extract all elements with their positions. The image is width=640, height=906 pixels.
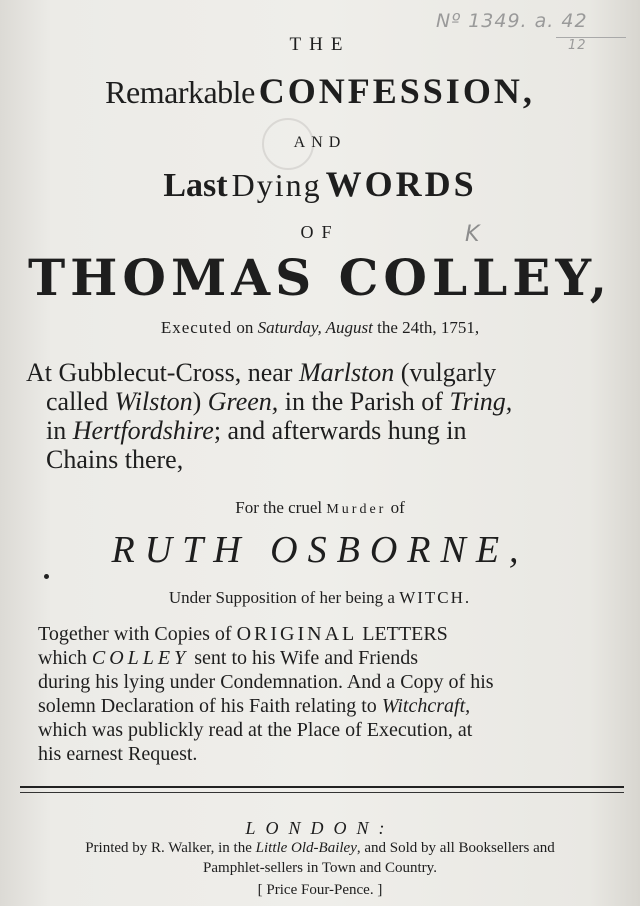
together-line-1: Together with Copies of ORIGINAL LETTERS <box>38 623 448 645</box>
divider-thin <box>20 792 624 793</box>
place-line-4: Chains there, <box>46 445 184 474</box>
title-confession: CONFESSION, <box>258 71 535 111</box>
murder-line: For the cruel Murder of <box>235 498 405 517</box>
imprint-city: LONDON: <box>245 818 395 838</box>
together-line-5: which was publickly read at the Place of Execution, at <box>38 719 473 741</box>
title-and: AND <box>293 134 347 151</box>
ink-dot <box>44 574 49 579</box>
together-line-2: which COLLEY sent to his Wife and Friends <box>38 647 419 669</box>
place-line-2: called Wilston) Green, in the Parish of Tring, <box>46 387 513 416</box>
shelfmark-subnumber: 12 <box>568 38 587 53</box>
place-line-1: At Gubblecut-Cross, near Marlston (vulgarly <box>26 358 497 387</box>
victim-name: RUTH OSBORNE, <box>111 529 529 571</box>
imprint-line-2: Pamphlet-sellers in Town and Country. <box>203 860 437 876</box>
divider-thick <box>20 786 624 788</box>
title-last: Last <box>163 167 228 204</box>
title-last-dying-words <box>0 163 640 205</box>
together-line-3: during his lying under Condemnation. And a Copy of his <box>38 671 494 693</box>
place-line-3: in Hertfordshire; and afterwards hung in <box>46 416 467 445</box>
title-remarkable-confession <box>0 70 640 112</box>
title-the: THE <box>289 34 351 55</box>
together-line-4: solemn Declaration of his Faith relating to Witchcraft, <box>38 695 471 717</box>
handwritten-mark: K <box>465 222 480 247</box>
title-words: WORDS <box>325 164 477 204</box>
shelfmark-number: Nº 1349. a. 42 <box>436 10 588 32</box>
imprint-line-1: Printed by R. Walker, in the Little Old-Bailey, and Sold by all Booksellers and <box>85 840 555 856</box>
title-dying: Dying <box>231 167 322 203</box>
title-of: OF <box>300 222 340 242</box>
imprint-price: [ Price Four-Pence. ] <box>257 882 383 898</box>
execution-date: Executed on Saturday, August the 24th, 1751, <box>160 318 480 337</box>
witch-line: Under Supposition of her being a WITCH. <box>168 588 472 607</box>
together-line-6: his earnest Request. <box>38 743 198 765</box>
title-name: THOMAS COLLEY, <box>27 248 613 307</box>
title-remarkable: Remarkable <box>105 74 255 110</box>
